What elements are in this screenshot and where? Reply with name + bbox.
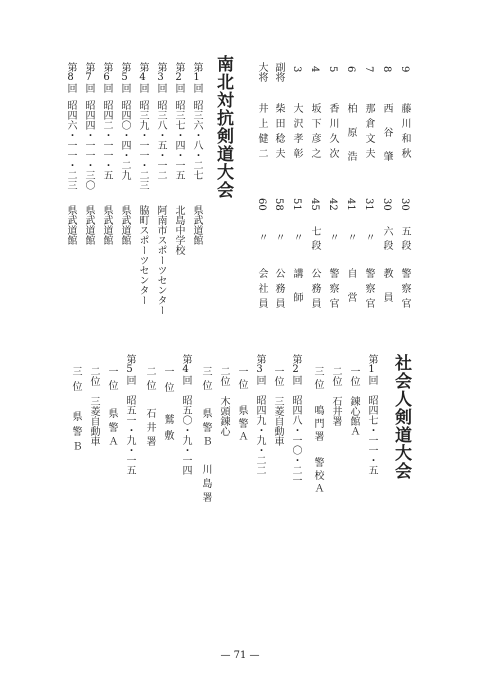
round-result: 二位 木頭錬心 xyxy=(218,366,229,436)
meet-round: 第6回 xyxy=(101,62,112,93)
round-result: 二位 三菱自動車 xyxy=(88,366,99,446)
meet-date: 昭三八・五・一二 xyxy=(155,100,166,180)
roster-rank: 6 xyxy=(345,66,356,73)
roster-grade: 〃 xyxy=(273,232,284,242)
round-result: 三位 県警Ｂ xyxy=(70,366,81,456)
roster-age: 30 xyxy=(381,198,392,211)
roster-name: 香川久次 xyxy=(327,103,338,163)
roster-name: 那倉文夫 xyxy=(363,103,374,163)
roster-name: 大沢孝彰 xyxy=(291,103,302,163)
meet-date: 昭四二・一一・五 xyxy=(101,100,112,180)
roster-job: 自営 xyxy=(345,268,356,316)
roster-grade: 五段 xyxy=(399,226,410,254)
round-result: 一位 県警Ａ xyxy=(236,366,247,444)
roster-name: 柏原浩 xyxy=(345,103,356,175)
meet-round: 第3回 xyxy=(155,62,166,93)
meet-date: 昭四四・一一・三〇 xyxy=(83,100,94,190)
meet-venue: 県武道館 xyxy=(101,205,112,245)
round-header: 第2回 昭四八・一〇・二一 xyxy=(290,354,301,485)
roster-grade: 七段 xyxy=(309,226,320,254)
meet-date: 昭四〇・四・二九 xyxy=(119,100,130,180)
meet-date: 昭三九・一一・二三 xyxy=(137,100,148,190)
roster-rank: 3 xyxy=(291,66,302,73)
roster-rank: 7 xyxy=(363,66,374,73)
roster-name: 坂下彦之 xyxy=(309,103,320,163)
roster-job: 公務員 xyxy=(273,268,284,313)
roster-grade: 〃 xyxy=(363,232,374,242)
roster-job: 警察官 xyxy=(327,268,338,313)
roster-name: 柴田稔夫 xyxy=(273,103,284,163)
meet-round: 第4回 xyxy=(137,62,148,93)
roster-rank: 大将 xyxy=(256,62,267,82)
meet-venue: 阿南市スポーツセンター xyxy=(155,205,166,315)
nanboku-title: 南北対抗剣道大会 xyxy=(213,55,233,199)
roster-rank: 5 xyxy=(327,66,338,73)
meet-venue: 県武道館 xyxy=(191,205,202,245)
roster-job: 警察官 xyxy=(399,268,410,313)
meet-venue: 県武道館 xyxy=(83,205,94,245)
roster-age: 51 xyxy=(291,198,302,211)
roster-age: 30 xyxy=(399,198,410,211)
roster-grade: 〃 xyxy=(256,232,267,242)
roster-age: 45 xyxy=(309,198,320,211)
meet-round: 第2回 xyxy=(173,62,184,93)
round-header: 第5回 昭五一・九・一五 xyxy=(124,354,135,475)
round-result: 一位 県警Ａ xyxy=(106,366,117,450)
roster-job: 警察官 xyxy=(363,268,374,313)
roster-job: 講師 xyxy=(291,268,302,316)
round-header: 第3回 昭四九・九・二二 xyxy=(254,354,265,475)
roster-grade: 六段 xyxy=(381,226,392,254)
round-result: 三位 鳴門署 警校Ａ xyxy=(312,366,323,496)
page-number: — 71 — xyxy=(220,650,260,661)
meet-round: 第5回 xyxy=(119,62,130,93)
round-header: 第1回 昭四七・一一・五 xyxy=(366,354,377,475)
meet-round: 第8回 xyxy=(65,62,76,93)
roster-job: 教員 xyxy=(381,268,392,316)
roster-grade: 〃 xyxy=(345,232,356,242)
roster-grade: 〃 xyxy=(327,232,338,242)
meet-date: 昭三六・八・二七 xyxy=(191,100,202,180)
roster-rank: 4 xyxy=(309,66,320,73)
roster-age: 60 xyxy=(256,198,267,211)
meet-venue: 県武道館 xyxy=(65,205,76,245)
shakaijin-title: 社会人剣道大会 xyxy=(391,354,411,480)
round-result: 一位 錬心館Ａ xyxy=(348,366,359,436)
roster-name: 井上健二 xyxy=(256,103,267,163)
meet-venue: 県武道館 xyxy=(119,205,130,245)
meet-round: 第1回 xyxy=(191,62,202,93)
meet-date: 昭四六・一一・二三 xyxy=(65,100,76,190)
roster-name: 藤川和秋 xyxy=(399,103,410,163)
roster-job: 公務員 xyxy=(309,268,320,313)
roster-rank: 8 xyxy=(381,66,392,73)
roster-name: 西谷肇 xyxy=(381,103,392,175)
roster-grade: 〃 xyxy=(291,232,302,242)
round-result: 二位 石井署 xyxy=(330,366,341,426)
meet-venue: 脇町スポーツセンター xyxy=(137,205,148,305)
round-result: 一位 三菱自動車 xyxy=(272,366,283,446)
meet-date: 昭三七・四・一五 xyxy=(173,100,184,180)
roster-rank: 9 xyxy=(399,66,410,73)
meet-round: 第7回 xyxy=(83,62,94,93)
round-result: 三位 県警Ｂ 川島署 xyxy=(200,366,211,506)
meet-venue: 北島中学校 xyxy=(173,205,184,255)
roster-age: 58 xyxy=(273,198,284,211)
roster-age: 42 xyxy=(327,198,338,211)
round-header: 第4回 昭五〇・九・一四 xyxy=(180,354,191,475)
roster-age: 41 xyxy=(345,198,356,211)
roster-job: 会社員 xyxy=(256,268,267,313)
round-result: 一位 鷲敷 xyxy=(162,366,173,446)
roster-age: 31 xyxy=(363,198,374,211)
round-result: 二位 石井署 xyxy=(144,366,155,450)
roster-rank: 副将 xyxy=(273,62,284,82)
